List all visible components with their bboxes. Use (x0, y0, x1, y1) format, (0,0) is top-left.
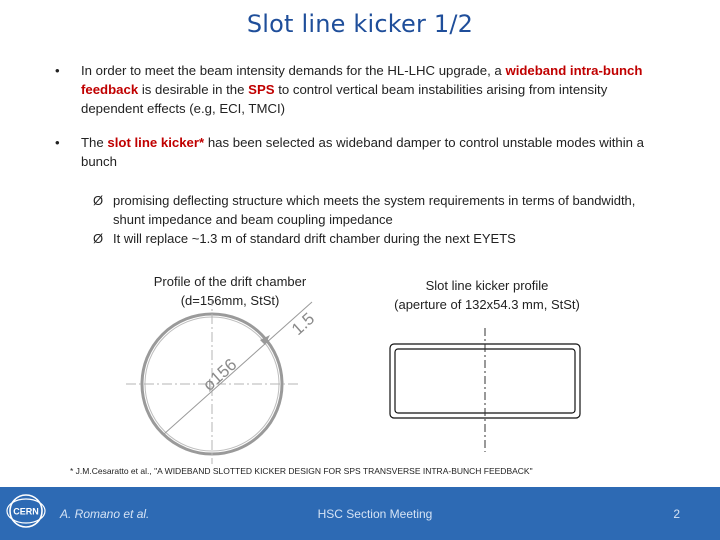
bullet-1 (55, 61, 675, 121)
bullet-1-part-1: In order to meet the beam intensity demands for the HL-LHC upgrade, a (81, 63, 506, 78)
bullet-2-highlight-kicker: slot line kicker* (107, 135, 205, 150)
footer-author: A. Romano et al. (60, 507, 150, 521)
page-number: 2 (673, 507, 680, 521)
bullet-2 (55, 133, 675, 173)
bullet-1-part-5: to control vertical beam instabilities arising from intensity dependent effects (e.g, ECI, TMCI) (81, 82, 608, 116)
drift-chamber-drawing (120, 300, 330, 465)
bullet-1-text (81, 61, 671, 118)
slot-kicker-caption-line2: (aperture of 132x54.3 mm, StSt) (394, 297, 580, 312)
drift-chamber-caption-line2: (d=156mm, StSt) (180, 293, 280, 308)
sub-bullet-1-text: promising deflecting structure which meets the system requirements in terms of bandwidth, shunt impedance and beam coupling impedance (113, 193, 636, 227)
slot-kicker-caption-line1: Slot line kicker profile (425, 278, 549, 293)
bullet-2-part-1: The (81, 135, 108, 150)
sub-bullet-1 (93, 191, 653, 231)
bullet-1-highlight-wideband: wideband intra-bunch feedback (81, 63, 643, 97)
bullet-1-highlight-sps: SPS (248, 82, 275, 97)
arrow-bullet-icon: Ø (93, 193, 104, 208)
footer-meeting: HSC Section Meeting (317, 507, 433, 521)
bullet-2-text (81, 133, 671, 171)
footer-bar (0, 487, 720, 540)
bullet-marker: • (55, 135, 60, 150)
bullet-2-part-3: has been selected as wideband damper to control unstable modes within a bunch (81, 135, 645, 169)
footnote: * J.M.Cesaratto et al., "A WIDEBAND SLOTTED KICKER DESIGN FOR SPS TRANSVERSE INTRA-BUNCH FEEDBACK" (70, 466, 533, 476)
slot-kicker-drawing (385, 326, 585, 456)
sub-bullet-2 (93, 229, 653, 249)
bullet-marker: • (55, 63, 60, 78)
bullet-1-part-3: is desirable in the (138, 82, 249, 97)
thickness-label: 1.5 (287, 309, 319, 339)
cern-logo-text: CERN (13, 506, 39, 517)
sub-bullet-2-text: It will replace ~1.3 m of standard drift chamber during the next EYETS (113, 231, 516, 246)
diameter-label: ø156 (198, 354, 241, 395)
drift-chamber-caption-line1: Profile of the drift chamber (153, 274, 307, 289)
cern-logo-icon (6, 491, 46, 531)
arrow-bullet-icon: Ø (93, 231, 104, 246)
slot-kicker-caption (372, 276, 602, 314)
slide-title: Slot line kicker 1/2 (246, 10, 474, 38)
